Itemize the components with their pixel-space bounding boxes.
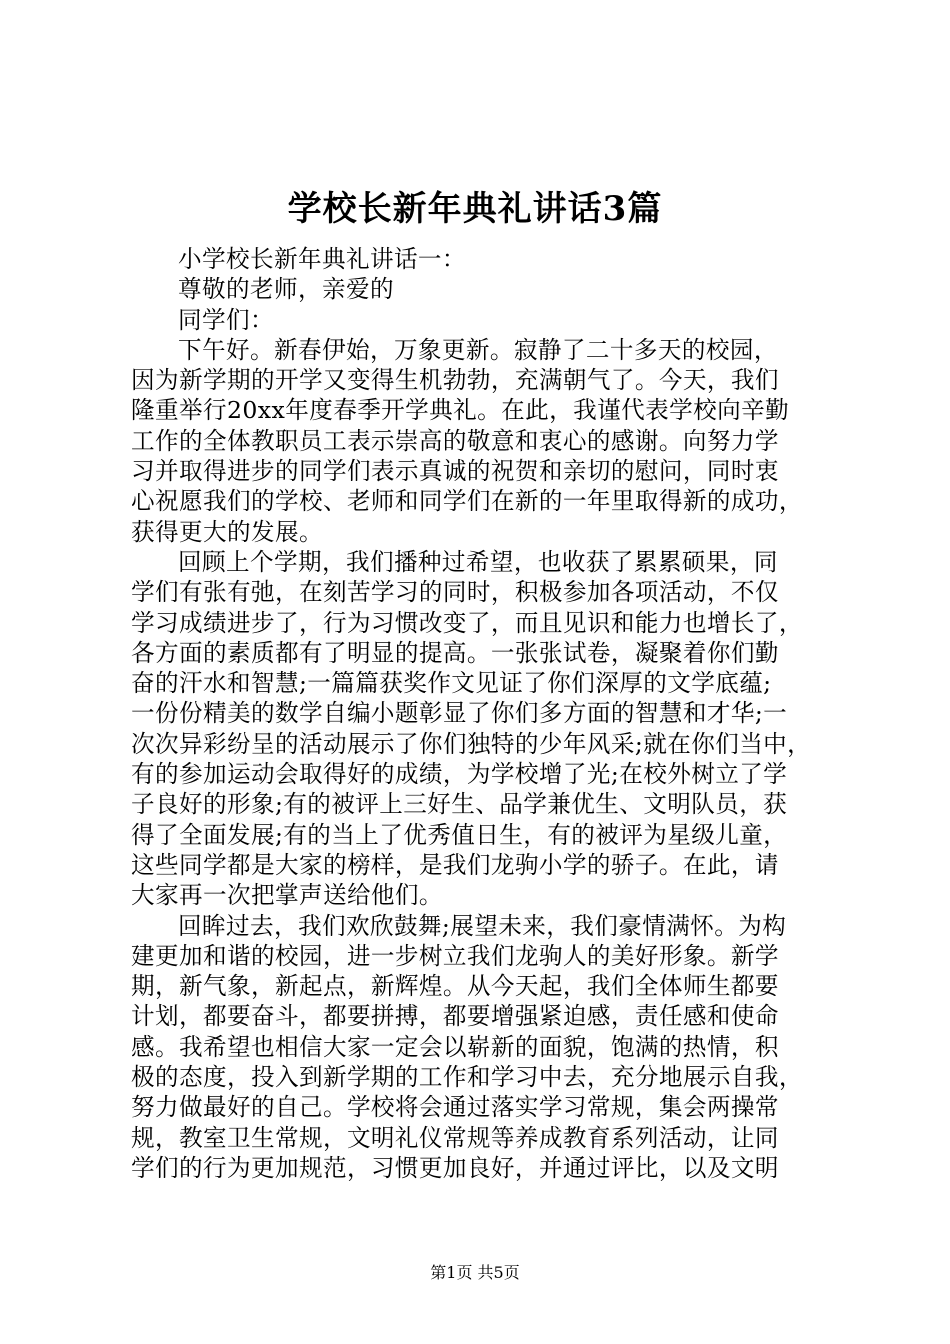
- text-line: 心祝愿我们的学校、老师和同学们在新的一年里取得新的成功，: [131, 487, 803, 516]
- text-line: 因为新学期的开学又变得生机勃勃，充满朝气了。今天，我们: [131, 366, 779, 395]
- text-line: 学习成绩进步了，行为习惯改变了，而且见识和能力也增长了，: [131, 608, 803, 637]
- text-line: 奋的汗水和智慧;一篇篇获奖作文见证了你们深厚的文学底蕴;: [131, 669, 772, 698]
- text-line: 学们的行为更加规范，习惯更加良好，并通过评比，以及文明: [131, 1153, 779, 1182]
- text-line: 隆重举行20xx年度春季开学典礼。在此，我谨代表学校向辛勤: [131, 396, 790, 425]
- text-line: 一份份精美的数学自编小题彰显了你们多方面的智慧和才华;一: [131, 699, 788, 728]
- page-footer: 第1页 共5页: [430, 1263, 520, 1282]
- text-line: 各方面的素质都有了明显的提高。一张张试卷，凝聚着你们勤: [131, 638, 779, 667]
- text-line: 规，教室卫生常规，文明礼仪常规等养成教育系列活动，让同: [131, 1123, 779, 1152]
- text-line: 努力做最好的自己。学校将会通过落实学习常规，集会两操常: [131, 1093, 779, 1122]
- text-line: 学们有张有弛，在刻苦学习的同时，积极参加各项活动，不仅: [131, 578, 779, 607]
- text-line: 下午好。新春伊始，万象更新。寂静了二十多天的校园，: [178, 335, 778, 364]
- text-line: 这些同学都是大家的榜样，是我们龙驹小学的骄子。在此，请: [131, 850, 779, 879]
- text-line: 期，新气象，新起点，新辉煌。从今天起，我们全体师生都要: [131, 972, 779, 1001]
- text-line: 小学校长新年典礼讲话一：: [178, 245, 466, 273]
- text-line: 大家再一次把掌声送给他们。: [131, 881, 443, 910]
- text-line: 感。我希望也相信大家一定会以崭新的面貌，饱满的热情，积: [131, 1032, 779, 1061]
- text-line: 回顾上个学期，我们播种过希望，也收获了累累硕果，同: [178, 547, 778, 576]
- text-line: 得了全面发展;有的当上了优秀值日生，有的被评为星级儿童，: [131, 820, 788, 849]
- text-line: 工作的全体教职员工表示崇高的敬意和衷心的感谢。向努力学: [131, 426, 779, 455]
- text-line: 习并取得进步的同学们表示真诚的祝贺和亲切的慰问，同时衷: [131, 457, 779, 486]
- text-line: 子良好的形象;有的被评上三好生、品学兼优生、文明队员，获: [131, 790, 788, 819]
- document-title: 学校长新年典礼讲话3篇: [287, 189, 663, 229]
- text-line: 次次异彩纷呈的活动展示了你们独特的少年风采;就在你们当中，: [131, 729, 812, 758]
- text-line: 尊敬的老师，亲爱的: [178, 275, 394, 304]
- text-line: 获得更大的发展。: [131, 517, 323, 546]
- text-line: 极的态度，投入到新学期的工作和学习中去，充分地展示自我，: [131, 1063, 803, 1092]
- text-line: 建更加和谐的校园，进一步树立我们龙驹人的美好形象。新学: [131, 941, 779, 970]
- document-body: [131, 244, 831, 1183]
- text-line: 同学们：: [178, 305, 274, 334]
- text-line: 计划，都要奋斗，都要拼搏，都要增强紧迫感，责任感和使命: [131, 1002, 779, 1031]
- text-line: 有的参加运动会取得好的成绩，为学校增了光;在校外树立了学: [131, 760, 788, 789]
- text-line: 回眸过去，我们欢欣鼓舞;展望未来，我们豪情满怀。为构: [178, 911, 787, 940]
